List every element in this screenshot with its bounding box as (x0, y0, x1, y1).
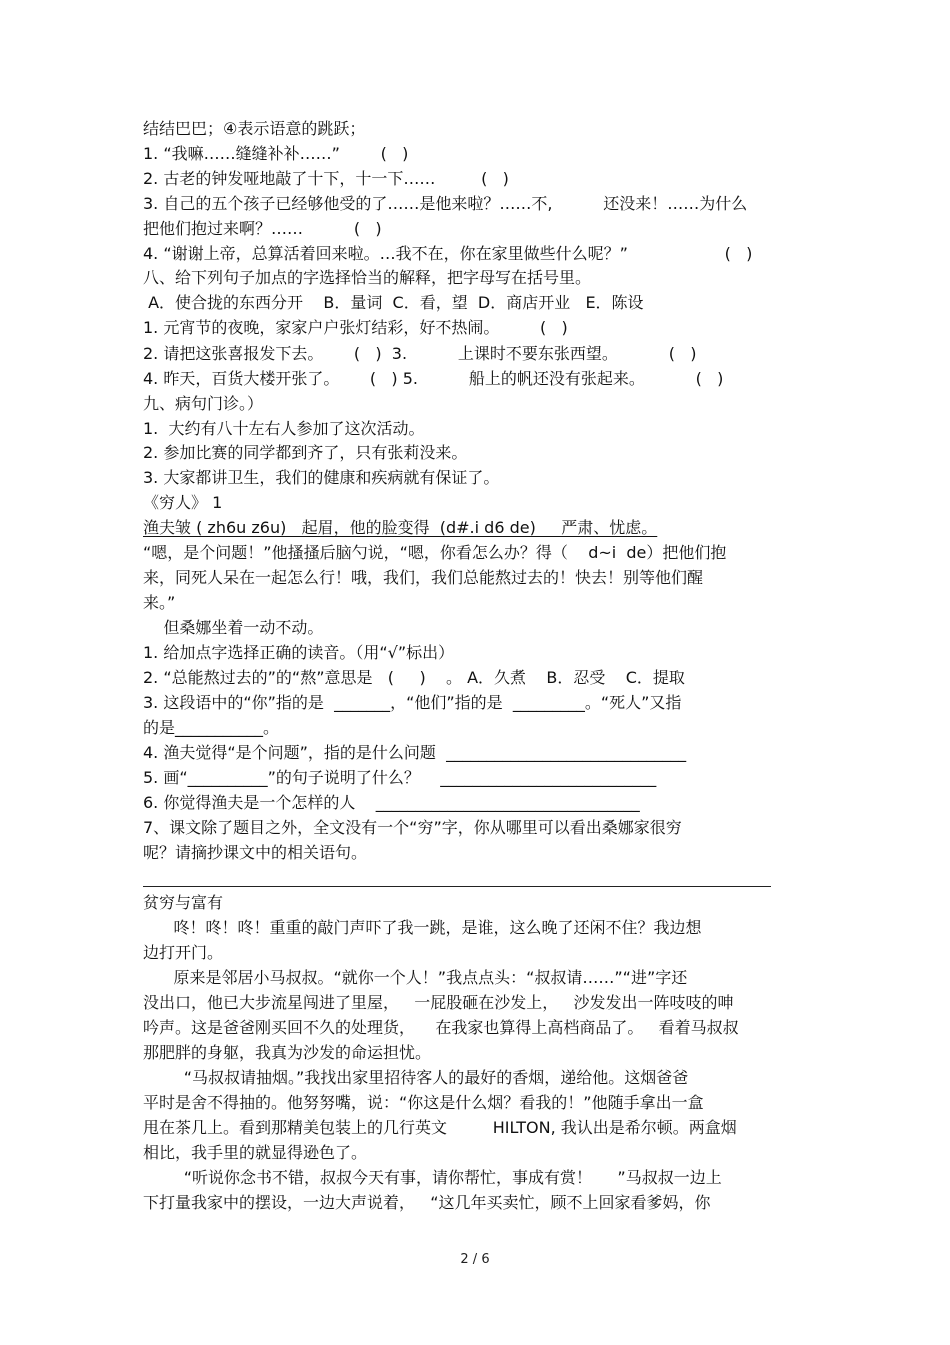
text-line: “嗯，是个问题！”他搔搔后脑勺说，“嗯，你看怎么办？得（ d~i de）把他们抱 (143, 543, 727, 562)
text-line: 3. 大家都讲卫生，我们的健康和疾病就有保证了。 (143, 468, 500, 487)
text-line: “听说你念书不错，叔叔今天有事，请你帮忙，事成有赏！ ”马叔叔一边上 (143, 1168, 722, 1187)
text-line: 结结巴巴；④表示语意的跳跃； (143, 119, 366, 138)
text-line: 2. “总能熬过去的”的“熬”意思是 ( ) 。 A．久煮 B．忍受 C．提取 (143, 668, 685, 687)
text-line: 2. 参加比赛的同学都到齐了，只有张莉没来。 (143, 443, 468, 462)
text-line: 原来是邻居小马叔叔。“就你一个人！”我点点头：“叔叔请……”“进”字还 (143, 968, 688, 987)
page-number: 2 / 6 (460, 1252, 490, 1267)
section-heading: 八、给下列句子加点的字选择恰当的解释，把字母写在括号里。 (143, 268, 592, 287)
text-line: 把他们抱过来啊？…… ( ) (143, 219, 382, 238)
text-line: 来，同死人呆在一起怎么行！哦，我们，我们总能熬过去的！快去！别等他们醒 (143, 568, 704, 587)
section-heading: 九、病句门诊。） (143, 394, 264, 413)
text-line: 4. 昨天，百货大楼开张了。 ( ) 5. 船上的帆还没有张起来。 ( ) (143, 369, 724, 388)
text-line: 甩在茶几上。看到那精美包装上的几行英文 HILTON, 我认出是希尔顿。两盒烟 (143, 1118, 737, 1137)
article-title: 贫穷与富有 (143, 893, 224, 912)
underlined-sentence: 渔夫皱 ( zh6u z6u) 起眉，他的脸变得 (d#.i d6 de) 严肃、忧虑。 (143, 518, 658, 537)
text-line: 吟声。这是爸爸刚买回不久的处理货， 在我家也算得上高档商品了。 看着马叔叔 (143, 1018, 739, 1037)
text-line: 下打量我家中的摆设，一边大声说着， “这几年买卖忙，顾不上回家看爹妈，你 (143, 1193, 711, 1212)
text-line: 那肥胖的身躯，我真为沙发的命运担忧。 (143, 1043, 432, 1062)
text-line: 1. “我嘛……缝缝补补……” ( ) (143, 144, 409, 163)
text-line: 6. 你觉得渔夫是一个怎样的人 _________________________________ (143, 793, 640, 812)
text-line: 相比，我手里的就显得逊色了。 (143, 1143, 368, 1162)
text-line: 没出口，他已大步流星闯进了里屋， 一屁股砸在沙发上， 沙发发出一阵吱吱的呻 (143, 993, 734, 1012)
text-line: 来。” (143, 593, 176, 612)
text-line: 3. 这段语中的“你”指的是 _______，“他们”指的是 _________。“死人”又指 (143, 693, 682, 712)
text-line: 4. 渔夫觉得“是个问题”，指的是什么问题 ______________________________ (143, 743, 687, 762)
text-line: 5. 画“__________”的句子说明了什么？ ___________________________ (143, 768, 657, 787)
text-line: 1. 元宵节的夜晚，家家户户张灯结彩，好不热闹。 ( ) (143, 318, 568, 337)
answer-line (143, 886, 771, 887)
text-line: 边打开门。 (143, 943, 224, 962)
text-line: 7、课文除了题目之外，全文没有一个“穷”字，你从哪里可以看出桑娜家很穷 (143, 818, 682, 837)
text-line: 1. 大约有八十左右人参加了这次活动。 (143, 419, 425, 438)
text-line: 但桑娜坐着一动不动。 (143, 618, 324, 637)
text-line: 咚！咚！咚！重重的敲门声吓了我一跳，是谁，这么晚了还闲不住？我边想 (143, 918, 702, 937)
text-line: A．使合拢的东西分开 B．量词 C．看，望 D．商店开业 E．陈设 (143, 293, 644, 312)
text-line: 的是___________。 (143, 718, 280, 737)
text-line: 2. 古老的钟发哑地敲了十下，十一下…… ( ) (143, 169, 509, 188)
text-line: 呢？请摘抄课文中的相关语句。 (143, 843, 368, 862)
text-line: 2. 请把这张喜报发下去。 ( ) 3. 上课时不要东张西望。 ( ) (143, 344, 697, 363)
text-line: “马叔叔请抽烟。”我找出家里招待客人的最好的香烟，递给他。这烟爸爸 (143, 1068, 689, 1087)
text-line: 平时是舍不得抽的。他努努嘴，说：“你这是什么烟？看我的！”他随手拿出一盒 (143, 1093, 704, 1112)
text-line: 3. 自己的五个孩子已经够他受的了……是他来啦？……不, 还没来！……为什么 (143, 194, 748, 213)
lesson-title: 《穷人》 1 (143, 493, 223, 512)
text-line: 1. 给加点字选择正确的读音。（用“√”标出） (143, 643, 455, 662)
text-line: 4. “谢谢上帝，总算活着回来啦。…我不在，你在家里做些什么呢？” ( ) (143, 244, 753, 263)
